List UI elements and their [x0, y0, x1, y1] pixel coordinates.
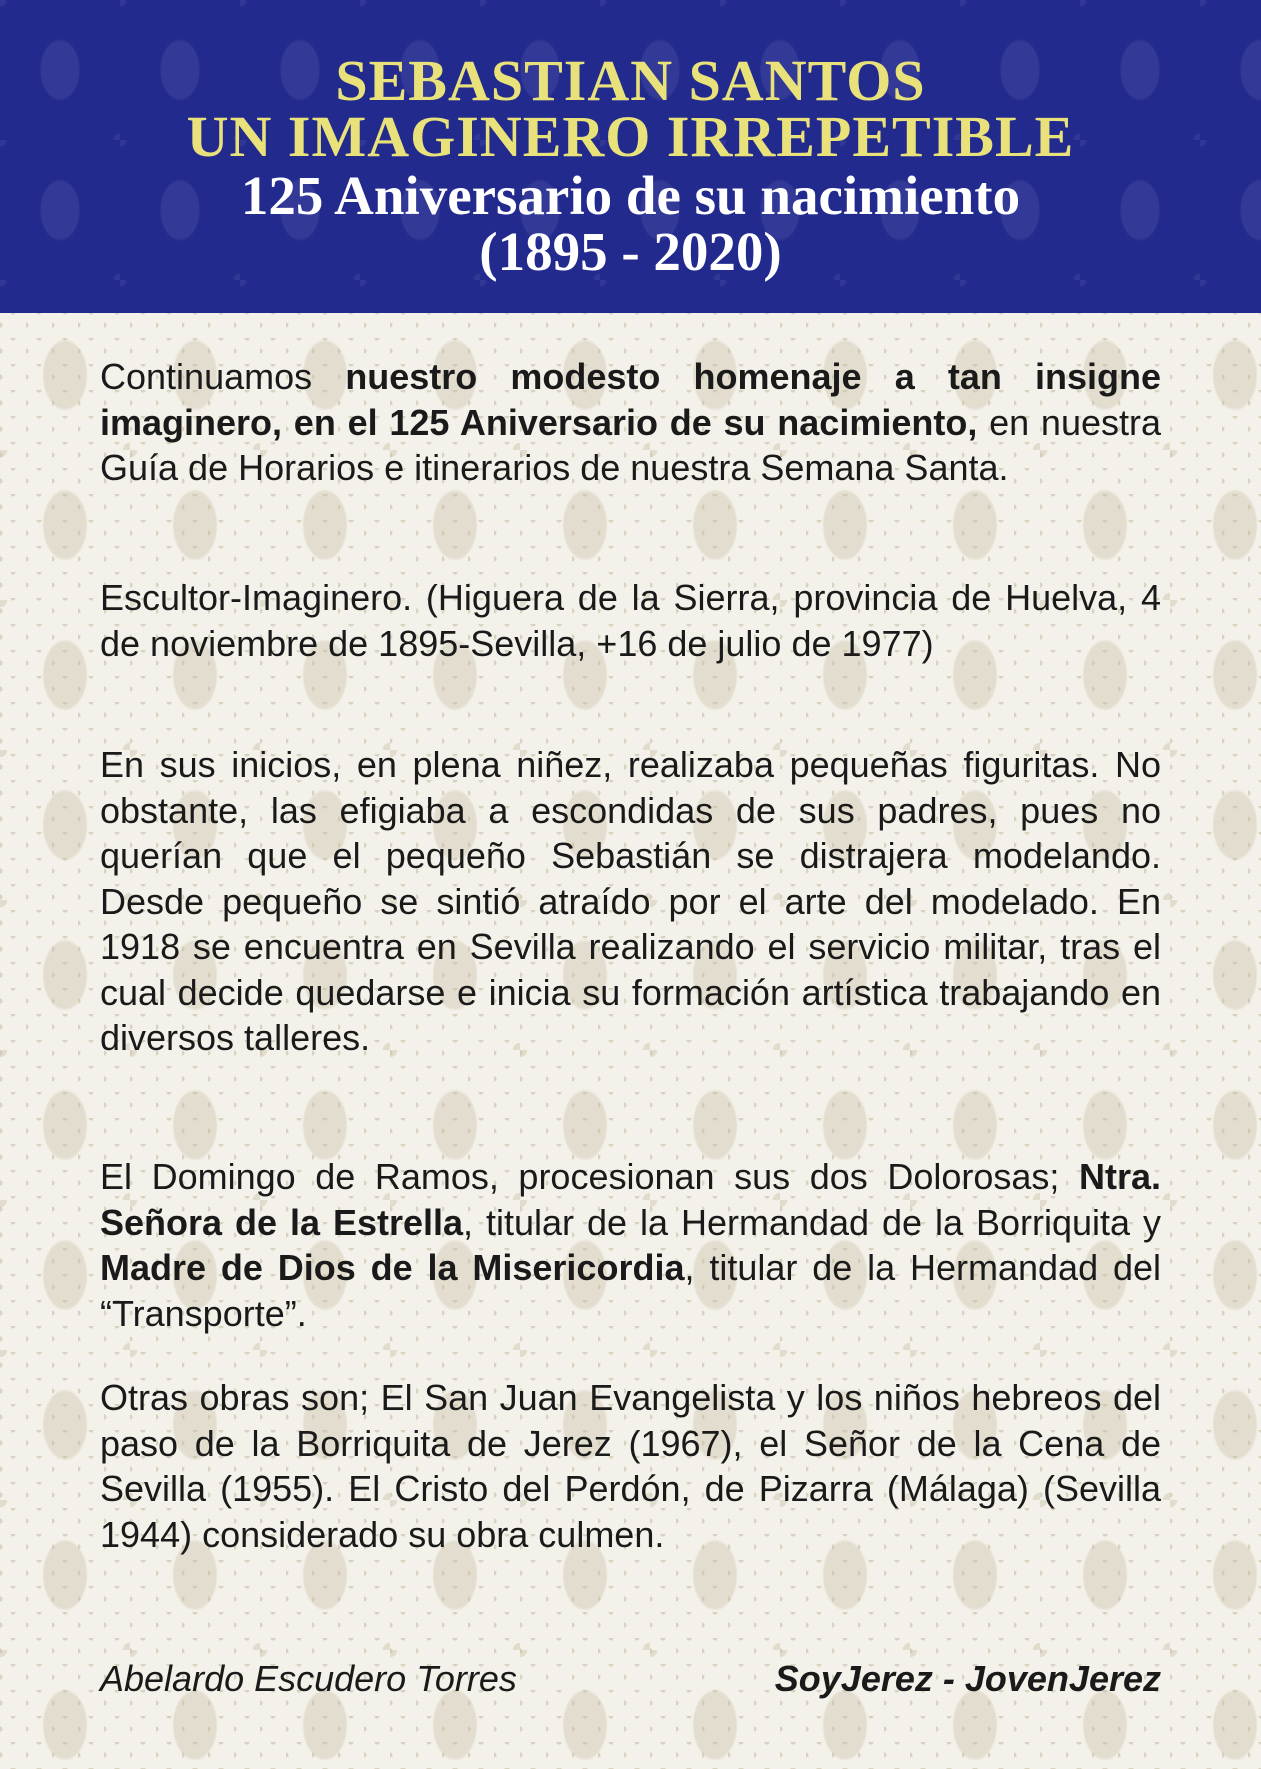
intro-text-bold: nuestro modesto homenaje a tan insigne imaginero, en el 125 Aniversario de su nacimiento, [100, 356, 1161, 443]
paragraph-bio: Escultor-Imaginero. (Higuera de la Sierra, provincia de Huelva, 4 de noviembre de 1895-Sevilla, +16 de julio de 1977) [100, 577, 1161, 664]
ramos-estrella: Ntra. Señora de la Estrella [100, 1156, 1161, 1243]
subtitle: 125 Aniversario de su nacimiento [240, 165, 1021, 226]
paragraph-early-life: En sus inicios, en plena niñez, realizaba pequeñas figuritas. No obstante, las efigiaba a escondidas de sus padres, pues no querían que el pequeño Sebastián se distrajera modelando. Desde pequeño se sintió atraído por el arte del modelado. En 1918 se encuentra en Sevilla realizando el servicio militar, tras el cual decide quedarse e inicia su formación artística trabajando en diversos talleres. [100, 744, 1161, 1058]
header-banner [0, 0, 1261, 313]
intro-text-a: Continuamos [100, 356, 346, 397]
ramos-text-a: El Domingo de Ramos, procesionan sus dos Dolorosas; [100, 1156, 1079, 1197]
ramos-text-c: , titular de la Hermandad de la Borriquita y [463, 1201, 1161, 1243]
ramos-text-e: , titular de la Hermandad del “Transporte”. [100, 1247, 1161, 1334]
paragraph-other-works: Otras obras son; El San Juan Evangelista y los niños hebreos del paso de la Borriquita de Jerez (1967), el Señor de la Cena de Sevilla (1955). El Cristo del Perdón, de Pizarra (Málaga) (Sevilla 1944) considerado su obra culmen. [100, 1377, 1161, 1555]
paragraph-domingo-ramos [100, 1154, 1161, 1336]
years: (1895 - 2020) [479, 221, 782, 282]
title-line-1: SEBASTIAN SANTOS [335, 48, 926, 113]
author-signature: Abelardo Escudero Torres [100, 1658, 517, 1699]
paragraph-intro [100, 354, 1161, 491]
title-line-2: UN IMAGINERO IRREPETIBLE [186, 104, 1075, 169]
intro-text-c: en nuestra Guía de Horarios e itinerarios de nuestra Semana Santa. [100, 401, 1162, 488]
ramos-misericordia: Madre de Dios de la Misericordia [100, 1247, 685, 1288]
source-credit: SoyJerez - JovenJerez [774, 1658, 1161, 1699]
